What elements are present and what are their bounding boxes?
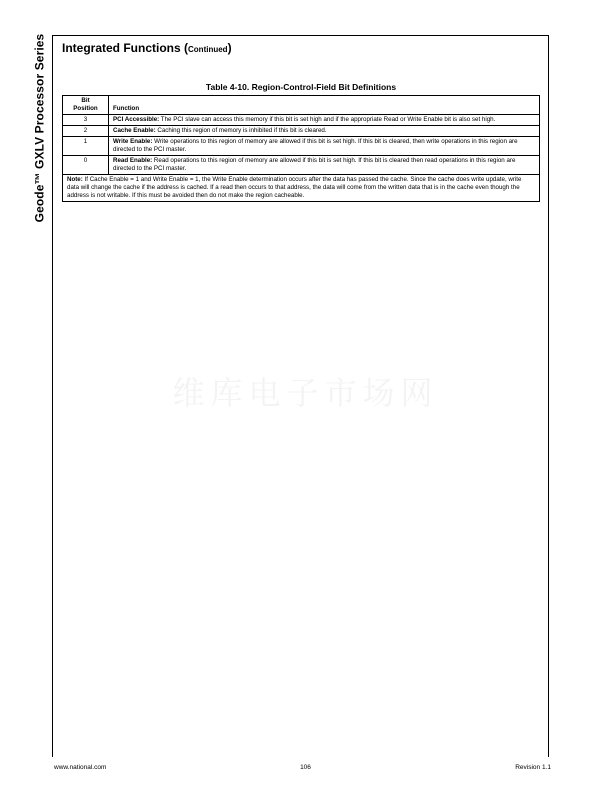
section-title-text: Integrated Functions [62, 41, 181, 55]
function-cell [109, 115, 540, 126]
footer-page-number: 106 [300, 764, 311, 771]
section-continued: (Continued) [184, 41, 232, 55]
table-row [63, 115, 540, 126]
table-header-row [63, 96, 540, 115]
function-cell [109, 137, 540, 156]
side-series-title [31, 32, 47, 224]
function-text: The PCI slave can access this memory if this bit is set high and if the appropriate Read or Write Enable bit is also set high. [159, 116, 496, 123]
table-note-row [63, 175, 540, 202]
function-text: Read operations to this region of memory are allowed if this bit is set high. If this bit is cleared then read operations in this region are directed to the PCI master. [113, 157, 516, 172]
bit-position-cell: 2 [63, 126, 109, 137]
bit-position-header: Bit Position [63, 96, 109, 115]
function-text: Write operations to this region of memory are allowed if this bit is set high. If this bit is cleared, then write operations in this region are directed to the PCI master. [113, 138, 518, 153]
function-term: Write Enable: [113, 138, 153, 145]
function-term: PCI Accessible: [113, 116, 160, 123]
function-cell [109, 156, 540, 175]
section-title [62, 41, 232, 55]
bit-position-cell: 0 [63, 156, 109, 175]
function-cell [109, 126, 540, 137]
footer-url: www.national.com [54, 764, 107, 771]
function-term: Cache Enable: [113, 127, 156, 134]
function-header: Function [109, 96, 540, 115]
side-series-title-text: Geode™ GXLV Processor Series [32, 33, 46, 223]
function-text: Caching this region of memory is inhibited if this bit is cleared. [155, 127, 327, 134]
table-note [63, 175, 540, 202]
bit-position-cell: 1 [63, 137, 109, 156]
region-control-bit-table [62, 95, 540, 202]
table-row [63, 126, 540, 137]
table-caption: Table 4-10. Region-Control-Field Bit Definitions [205, 82, 397, 92]
table-row [63, 156, 540, 175]
watermark: 维库电子市场网 [172, 374, 439, 412]
function-term: Read Enable: [113, 157, 153, 164]
note-text: If Cache Enable = 1 and Write Enable = 1, the Write Enable determination occurs after the data has passed the cache. Since the cache does write update, write data will change the cache if the address is cached. If a read then occurs to that address, the data will come from the written data that is in the cache even though the address is not writable. If this must be avoided then do not make the region cacheable. [67, 176, 522, 199]
footer-revision: Revision 1.1 [515, 764, 551, 771]
bit-position-cell: 3 [63, 115, 109, 126]
note-label: Note: [67, 176, 83, 183]
table-row [63, 137, 540, 156]
